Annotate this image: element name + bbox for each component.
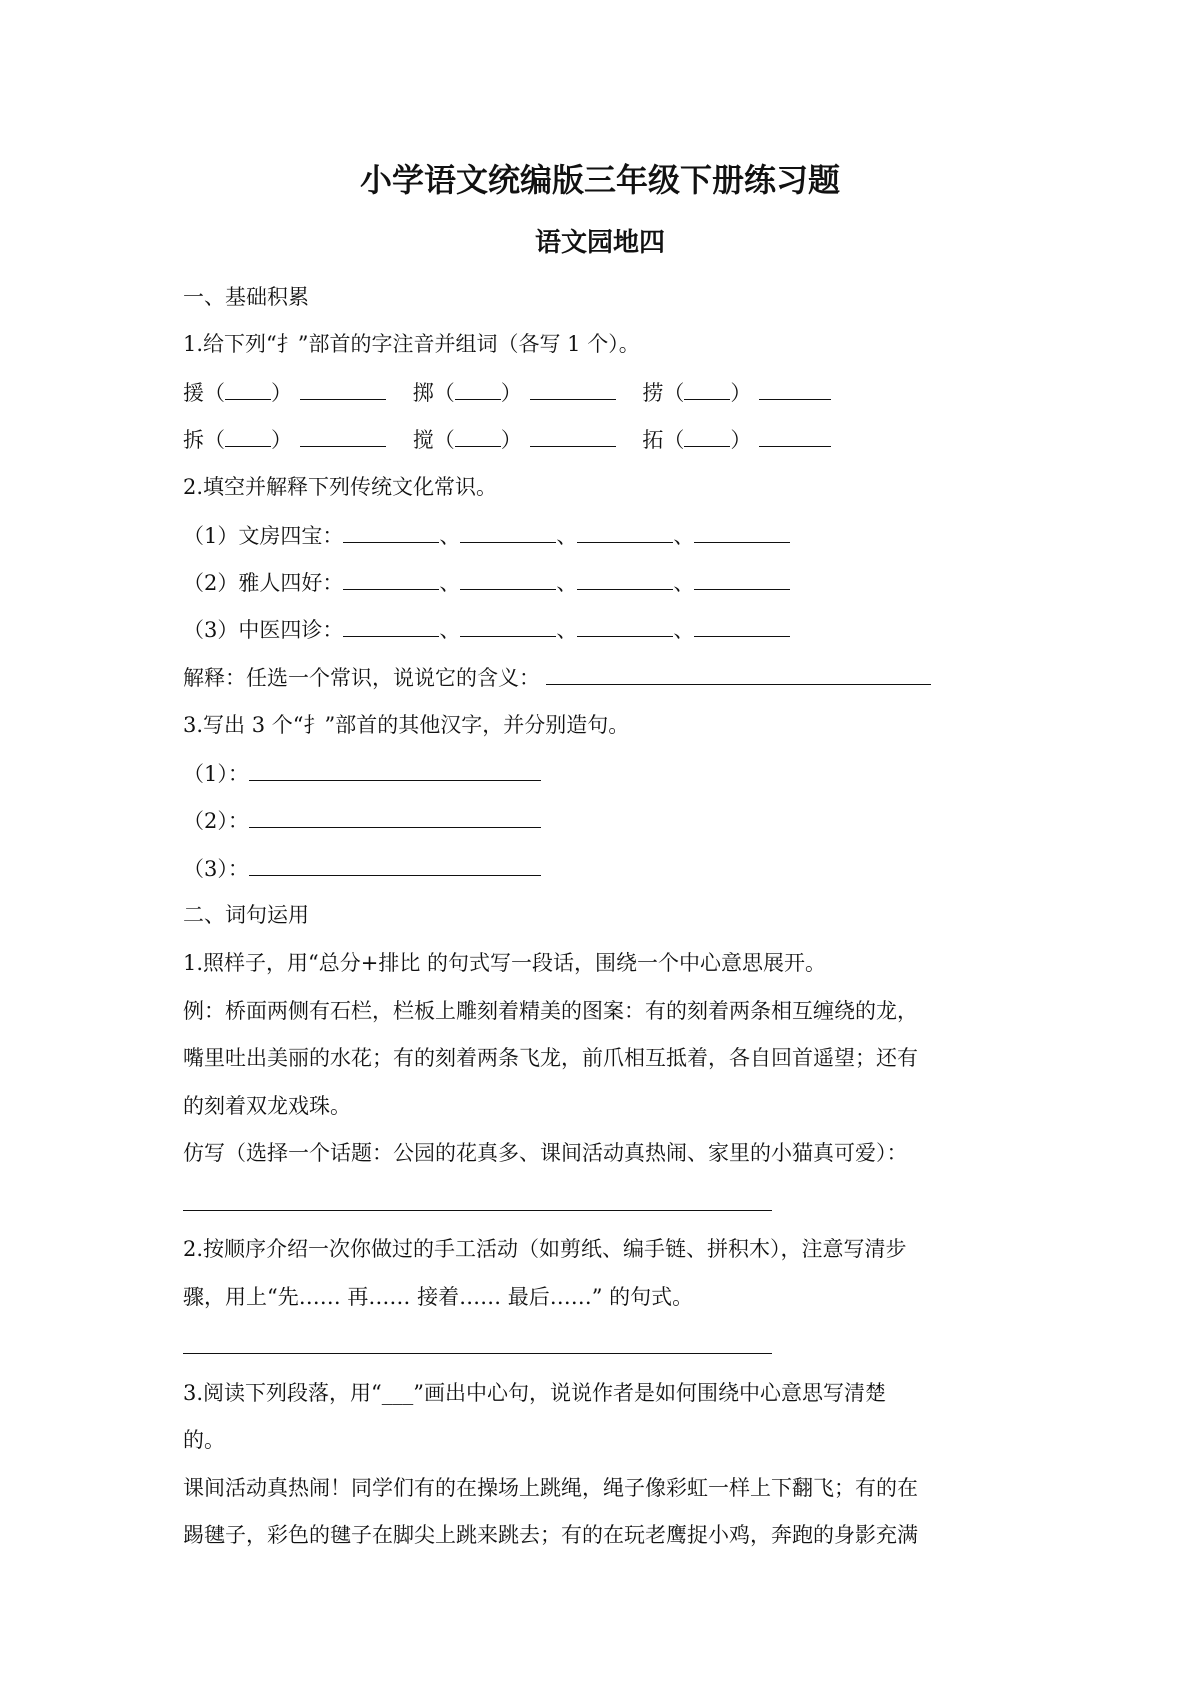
sentence-blank[interactable]	[249, 805, 541, 828]
answer-blank[interactable]	[694, 520, 790, 543]
question-prompt: 骤，用上“先…… 再…… 接着…… 最后……” 的句式。	[183, 1285, 694, 1309]
question-prompt: 1.照样子，用“总分+排比 的句式写一段话，围绕一个中心意思展开。	[183, 951, 827, 975]
question-prompt: 2.按顺序介绍一次你做过的手工活动（如剪纸、编手链、拼积木），注意写清步	[183, 1237, 907, 1261]
question-prompt: 2.填空并解释下列传统文化常识。	[183, 475, 498, 499]
explain-label: 解释：任选一个常识，说说它的含义：	[183, 666, 540, 690]
answer-blank[interactable]	[343, 567, 439, 590]
page-title: 小学语文统编版三年级下册练习题	[359, 161, 840, 199]
answer-line[interactable]	[183, 1210, 772, 1211]
question-prompt: 1.给下列“扌”部首的字注音并组词（各写 1 个）。	[183, 332, 640, 356]
answer-line[interactable]	[183, 1353, 772, 1354]
word-blank[interactable]	[530, 377, 616, 400]
sentence-row	[183, 758, 541, 789]
item-label: （1）文房四宝：	[183, 524, 344, 548]
item-label: （3）：	[183, 857, 249, 881]
item-label: （2）雅人四好：	[183, 571, 344, 595]
sentence-row	[183, 853, 541, 884]
pinyin-blank[interactable]	[225, 377, 271, 400]
item-label: （3）中医四诊：	[183, 618, 344, 642]
passage-line: 踢毽子，彩色的毽子在脚尖上跳来跳去；有的在玩老鹰捉小鸡，奔跑的身影充满	[183, 1523, 918, 1547]
sentence-blank[interactable]	[249, 853, 541, 876]
page-subtitle: 语文园地四	[534, 228, 665, 258]
character: 拓	[642, 428, 664, 452]
section-heading-usage: 二、词句运用	[183, 903, 309, 927]
answer-blank[interactable]	[343, 520, 439, 543]
answer-blank[interactable]	[577, 567, 673, 590]
answer-blank[interactable]	[460, 567, 556, 590]
character: 掷	[412, 381, 434, 405]
passage-line: 课间活动真热闹！同学们有的在操场上跳绳，绳子像彩虹一样上下翻飞；有的在	[183, 1476, 918, 1500]
pinyin-row: 拆（ ） 搅（ ） 拓（ ）	[183, 424, 831, 455]
pinyin-blank[interactable]	[455, 377, 501, 400]
item-label: （2）：	[183, 809, 249, 833]
question-prompt: 3.阅读下列段落，用“___”画出中心句，说说作者是如何围绕中心意思写清楚	[183, 1381, 887, 1405]
word-blank[interactable]	[759, 377, 831, 400]
culture-item-row: （1）文房四宝： 、 、 、	[183, 520, 790, 551]
item-label: （1）：	[183, 762, 249, 786]
section-heading-basics: 一、基础积累	[183, 285, 309, 309]
pinyin-blank[interactable]	[684, 424, 730, 447]
character: 捞	[642, 381, 664, 405]
example-line: 的刻着双龙戏珠。	[183, 1094, 351, 1118]
culture-item-row: （3）中医四诊： 、 、 、	[183, 614, 790, 645]
character: 拆	[183, 428, 204, 452]
example-line: 嘴里吐出美丽的水花；有的刻着两条飞龙，前爪相互抵着，各自回首遥望；还有	[183, 1046, 918, 1070]
pinyin-row: 援（ ） 掷（ ） 捞（ ）	[183, 377, 831, 408]
culture-item-row: （2）雅人四好： 、 、 、	[183, 567, 790, 598]
answer-blank[interactable]	[343, 614, 439, 637]
pinyin-blank[interactable]	[225, 424, 271, 447]
sentence-blank[interactable]	[249, 758, 541, 781]
example-line: 例：桥面两侧有石栏，栏板上雕刻着精美的图案：有的刻着两条相互缠绕的龙，	[183, 999, 918, 1023]
explain-blank[interactable]	[546, 662, 931, 685]
answer-blank[interactable]	[577, 520, 673, 543]
question-prompt: 3.写出 3 个“扌”部首的其他汉字，并分别造句。	[183, 713, 630, 737]
answer-blank[interactable]	[694, 614, 790, 637]
pinyin-blank[interactable]	[455, 424, 501, 447]
word-blank[interactable]	[759, 424, 831, 447]
answer-blank[interactable]	[460, 520, 556, 543]
word-blank[interactable]	[530, 424, 616, 447]
question-prompt: 的。	[183, 1428, 225, 1452]
answer-blank[interactable]	[694, 567, 790, 590]
character: 搅	[412, 428, 434, 452]
character: 援	[183, 381, 204, 405]
answer-blank[interactable]	[460, 614, 556, 637]
pinyin-blank[interactable]	[684, 377, 730, 400]
imitate-prompt: 仿写（选择一个话题：公园的花真多、课间活动真热闹、家里的小猫真可爱）：	[183, 1141, 908, 1165]
answer-blank[interactable]	[577, 614, 673, 637]
word-blank[interactable]	[300, 377, 386, 400]
explain-row	[183, 662, 931, 693]
sentence-row	[183, 805, 541, 836]
word-blank[interactable]	[300, 424, 386, 447]
